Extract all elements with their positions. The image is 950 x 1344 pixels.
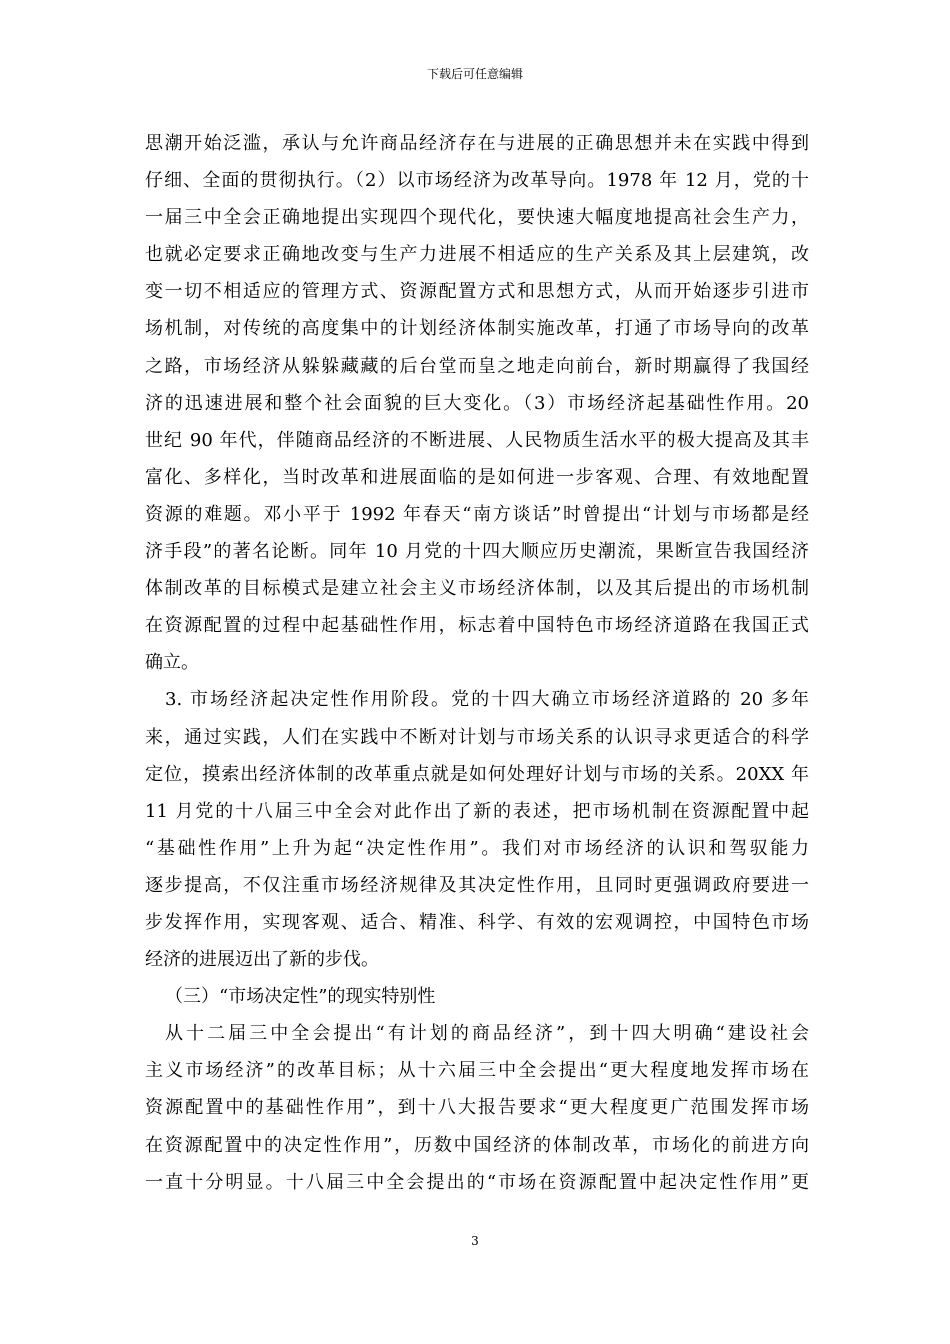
text-line: 思潮开始泛滥，承认与允许商品经济存在与进展的正确思想并未在实践中得到 xyxy=(145,133,809,154)
text-line: 仔细、全面的贯彻执行。（2）以市场经济为改革导向。1978 年 12 月，党的十 xyxy=(145,170,809,192)
text-line: 资源的难题。邓小平于 1992 年春天“南方谈话”时曾提出“计划与市场都是经 xyxy=(145,503,809,525)
page-number: 3 xyxy=(471,1234,479,1248)
text-line: 主义市场经济”的改革目标；从十六届三中全会提出“更大程度地发挥市场在 xyxy=(145,1060,809,1082)
text-line: 也就必定要求正确地改变与生产力进展不相适应的生产关系及其上层建筑，改 xyxy=(145,244,809,266)
document-body xyxy=(145,125,809,1201)
text-line: 世纪 90 年代，伴随商品经济的不断进展、人民物质生活水平的极大提高及其丰 xyxy=(145,429,809,451)
text-line: 变一切不相适应的管理方式、资源配置方式和思想方式，从而开始逐步引进市 xyxy=(145,281,809,303)
text-line: 场机制，对传统的高度集中的计划经济体制实施改革，打通了市场导向的改革 xyxy=(145,318,809,340)
text-line: 一直十分明显。十八届三中全会提出的“市场在资源配置中起决定性作用”更 xyxy=(145,1171,809,1193)
text-line: 富化、多样化，当时改革和进展面临的是如何进一步客观、合理、有效地配置 xyxy=(145,466,809,488)
section-heading-line: 3. 市场经济起决定性作用阶段。党的十四大确立市场经济道路的 20 多年 xyxy=(165,689,809,711)
text-line: “基础性作用”上升为起“决定性作用”。我们对市场经济的认识和驾驭能力 xyxy=(145,837,809,859)
text-line: 资源配置中的基础性作用”，到十八大报告要求“更大程度更广范围发挥市场 xyxy=(145,1097,809,1119)
text-line: 一届三中全会正确地提出实现四个现代化，要快速大幅度地提高社会生产力， xyxy=(145,207,809,229)
text-line: 经济的进展迈出了新的步伐。 xyxy=(145,949,379,971)
text-line: 步发挥作用，实现客观、适合、精准、科学、有效的宏观调控，中国特色市场 xyxy=(145,911,809,933)
text-line: 11 月党的十八届三中全会对此作出了新的表述，把市场机制在资源配置中起 xyxy=(145,800,809,822)
subsection-heading: （三）“市场决定性”的现实特别性 xyxy=(165,986,436,1008)
text-line: 体制改革的目标模式是建立社会主义市场经济体制，以及其后提出的市场机制 xyxy=(145,578,809,600)
text-line: 济手段”的著名论断。同年 10 月党的十四大顺应历史潮流，果断宣告我国经济 xyxy=(145,541,809,563)
text-line: 在资源配置的过程中起基础性作用，标志着中国特色市场经济道路在我国正式 xyxy=(145,615,809,637)
text-line: 之路，市场经济从躲躲藏藏的后台堂而皇之地走向前台，新时期赢得了我国经 xyxy=(145,355,809,377)
text-line: 逐步提高，不仅注重市场经济规律及其决定性作用，且同时更强调政府要进一 xyxy=(145,874,809,896)
text-line: 济的迅速进展和整个社会面貌的巨大变化。（3）市场经济起基础性作用。20 xyxy=(145,392,809,414)
text-line: 定位，摸索出经济体制的改革重点就是如何处理好计划与市场的关系。20XX 年 xyxy=(145,763,809,785)
text-line: 来，通过实践，人们在实践中不断对计划与市场关系的认识寻求更适合的科学 xyxy=(145,726,809,748)
text-line: 确立。 xyxy=(145,652,199,674)
page-header: 下载后可任意编辑 xyxy=(426,67,523,81)
text-line: 在资源配置中的决定性作用”，历数中国经济的体制改革，市场化的前进方向 xyxy=(145,1134,809,1156)
text-line: 从十二届三中全会提出“有计划的商品经济”，到十四大明确“建设社会 xyxy=(165,1023,809,1045)
